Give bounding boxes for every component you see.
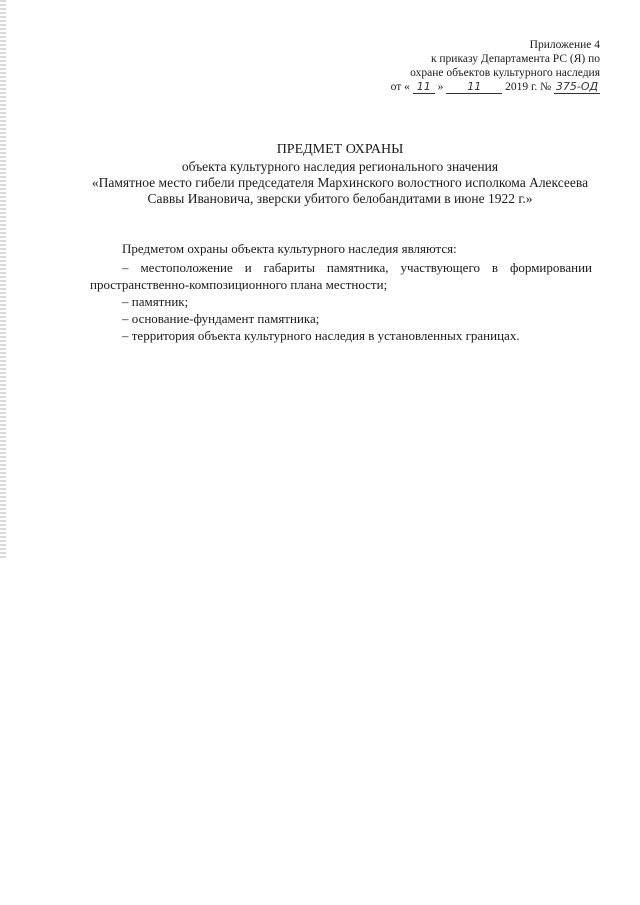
order-date-line [360,80,600,94]
list-item: – территория объекта культурного наследия в установленных границах. [122,328,520,343]
document-title [90,142,590,207]
appendix-number: Приложение 4 [529,39,600,51]
body-intro: Предметом охраны объекта культурного наследия являются: [122,241,457,256]
order-number: 375-ОД [555,80,599,93]
department-name: охране объектов культурного наследия [410,67,600,79]
date-mid: » [437,81,444,93]
title-line-1: объекта культурного наследия регионального значения [181,159,499,174]
title-line-2: «Памятное место гибели председателя Мархинского волостного исполкома Алексеева [91,175,589,190]
date-prefix: от « [390,81,410,93]
appendix-header [360,38,600,94]
date-year: 2019 г. № [505,81,552,93]
order-reference: к приказу Департамента РС (Я) по [430,53,600,65]
list-item: – памятник; [122,294,189,309]
date-day: 11 [413,81,435,94]
date-month: 11 [446,81,502,94]
scan-edge-artifact [0,0,6,560]
document-body [90,240,592,344]
title-main: ПРЕДМЕТ ОХРАНЫ [276,142,404,157]
title-line-3: Саввы Ивановича, зверски убитого белобандитами в июне 1922 г.» [147,191,533,206]
list-item: – местоположение и габариты памятника, участвующего в формировании пространственно-композиционного плана местности; [90,260,592,292]
list-item: – основание-фундамент памятника; [122,311,320,326]
